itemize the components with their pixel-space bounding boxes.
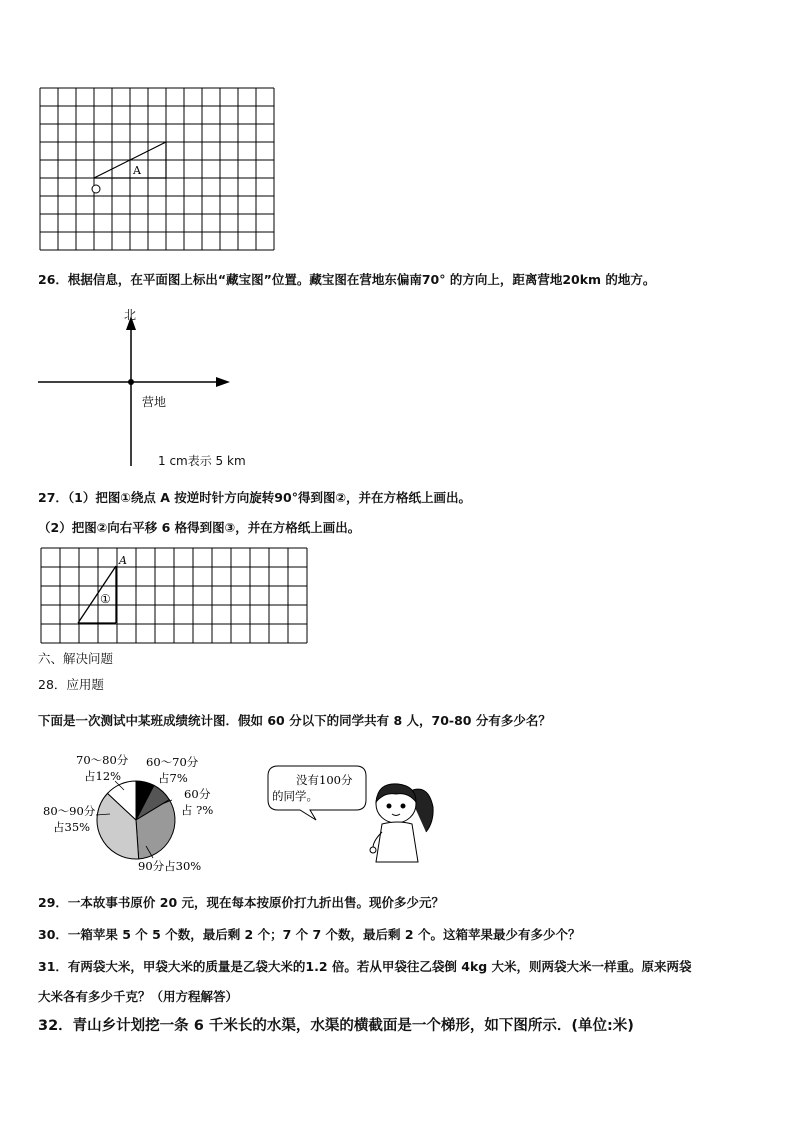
speech-line-1: 没有100分 xyxy=(296,773,353,787)
score-pie-chart xyxy=(38,748,228,878)
question-32-text: 32．青山乡计划挖一条 6 千米长的水渠，水渠的横截面是一个梯形，如下图所示．(单位:米) xyxy=(38,1018,634,1034)
pie-label-60-c: 占 ?% xyxy=(181,803,214,817)
pie-label-60-70-b: 占7% xyxy=(158,771,188,785)
question-31-line1: 31．有两袋大米，甲袋大米的质量是乙袋大米的1.2 倍。若从甲袋往乙袋倒 4kg 大米，则两袋大米一样重。原来两袋 xyxy=(38,959,692,974)
girl-figure-icon xyxy=(370,784,433,862)
scale-label: 1 cm表示 5 km xyxy=(158,454,246,468)
question-30-text: 30．一箱苹果 5 个 5 个数，最后剩 2 个；7 个 7 个数，最后剩 2 个。这箱苹果最少有多少个？ xyxy=(38,927,581,942)
speech-line-2: 的同学。 xyxy=(272,789,318,803)
camp-point xyxy=(128,379,134,385)
triangle-label-a: A xyxy=(133,164,141,177)
grid-figure-rotation xyxy=(38,87,278,253)
question-28-text: 下面是一次测试中某班成绩统计图．假如 60 分以下的同学共有 8 人，70-80 分有多少名？ xyxy=(38,713,551,728)
camp-label: 营地 xyxy=(142,395,167,409)
section-6-heading: 六、解决问题 xyxy=(38,651,114,666)
east-arrow-icon xyxy=(216,377,230,387)
question-29-text: 29．一本故事书原价 20 元，现在每本按原价打九折出售。现价多少元？ xyxy=(38,895,444,910)
pie-label-80-90-a: 80～90分 xyxy=(43,804,96,818)
grid-figure-translation xyxy=(40,547,310,645)
question-26-text: 26．根据信息，在平面图上标出“藏宝图”位置。藏宝图在营地东偏南70° 的方向上，距离营地20km 的地方。 xyxy=(38,272,656,287)
question-27-part1: 27．（1）把图①绕点 A 按逆时针方向旋转90°得到图②，并在方格纸上画出。 xyxy=(38,490,472,505)
pie-label-80-90-b: 占35% xyxy=(53,820,91,834)
pie-label-70-80-b: 占12% xyxy=(84,769,122,783)
question-31-line2: 大米各有多少千克？（用方程解答） xyxy=(38,989,239,1004)
pie-label-60-a: 60 xyxy=(184,787,199,801)
pie-label-70-80-a: 70～80分 xyxy=(76,753,129,767)
pie-label-90: 90分占30% xyxy=(138,859,202,873)
pie-label-60-70-a: 60～70分 xyxy=(146,755,199,769)
girl-speech-illustration xyxy=(258,762,443,867)
point-a-label: A xyxy=(119,554,127,567)
compass-diagram xyxy=(36,300,256,472)
question-28-title: 28．应用题 xyxy=(38,677,104,692)
north-label: 北 xyxy=(124,308,137,322)
figure1-label: ① xyxy=(100,592,111,606)
rotation-center-point xyxy=(92,185,100,193)
question-27-part2: （2）把图②向右平移 6 格得到图③，并在方格纸上画出。 xyxy=(38,520,361,535)
pie-label-60-b: 分 xyxy=(199,787,211,801)
